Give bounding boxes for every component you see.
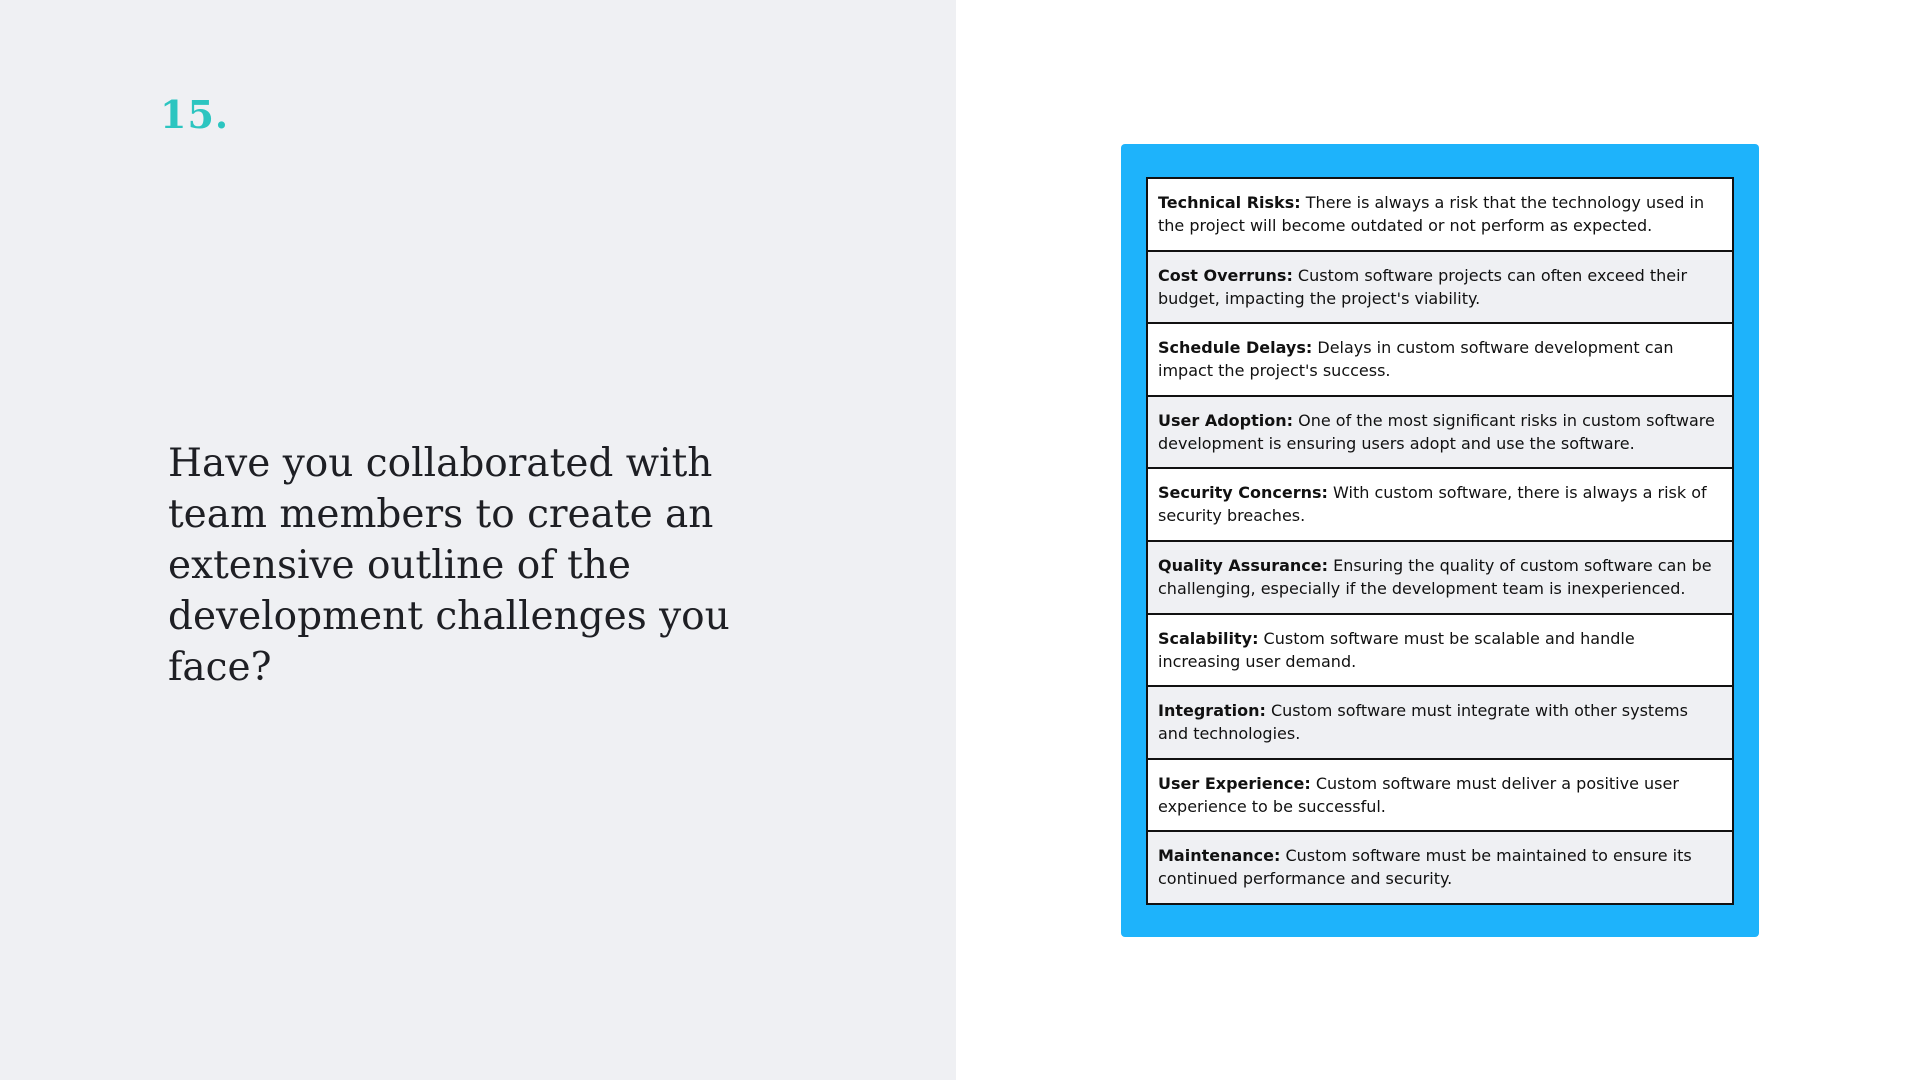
row-term: Quality Assurance:	[1158, 555, 1329, 575]
table-row	[1148, 760, 1732, 833]
row-text: Custom software must integrate with other systems and technologies.	[1158, 701, 1688, 744]
table-row	[1148, 324, 1732, 397]
slide-number: 15.	[160, 92, 230, 137]
row-text: There is always a risk that the technology used in the project will become outdated or not perform as expected.	[1158, 193, 1705, 235]
row-term: Cost Overruns:	[1158, 265, 1293, 285]
table-row	[1148, 469, 1732, 542]
row-text: One of the most significant risks in custom software development is ensuring users adopt and use the software.	[1158, 410, 1715, 453]
row-text: Delays in custom software development can impact the project's success.	[1158, 338, 1674, 381]
table-row	[1148, 832, 1732, 903]
row-term: Scalability:	[1158, 628, 1259, 648]
row-term: User Adoption:	[1158, 410, 1294, 430]
row-text: Ensuring the quality of custom software can be challenging, especially if the development team is inexperienced.	[1158, 555, 1712, 598]
row-term: User Experience:	[1158, 773, 1311, 793]
question-heading: Have you collaborated with team members to create an extensive outline of the development challenges you face?	[168, 441, 730, 690]
row-text: With custom software, there is always a risk of security breaches.	[1158, 483, 1707, 526]
row-term: Technical Risks:	[1158, 193, 1301, 212]
challenges-table-frame	[1121, 144, 1759, 937]
row-text: Custom software must be maintained to ensure its continued performance and security.	[1158, 846, 1692, 889]
left-panel	[0, 0, 956, 1080]
table-row	[1148, 687, 1732, 760]
row-term: Maintenance:	[1158, 846, 1281, 866]
row-term: Integration:	[1158, 701, 1266, 721]
row-term: Security Concerns:	[1158, 483, 1328, 503]
row-text: Custom software must deliver a positive user experience to be successful.	[1158, 773, 1679, 816]
table-row	[1148, 615, 1732, 688]
row-text: Custom software must be scalable and handle increasing user demand.	[1158, 628, 1635, 671]
table-row	[1148, 179, 1732, 252]
row-term: Schedule Delays:	[1158, 338, 1313, 358]
challenges-table	[1146, 177, 1734, 905]
table-row	[1148, 397, 1732, 470]
table-row	[1148, 542, 1732, 615]
table-row	[1148, 252, 1732, 325]
row-text: Custom software projects can often exceed their budget, impacting the project's viability.	[1158, 265, 1688, 308]
